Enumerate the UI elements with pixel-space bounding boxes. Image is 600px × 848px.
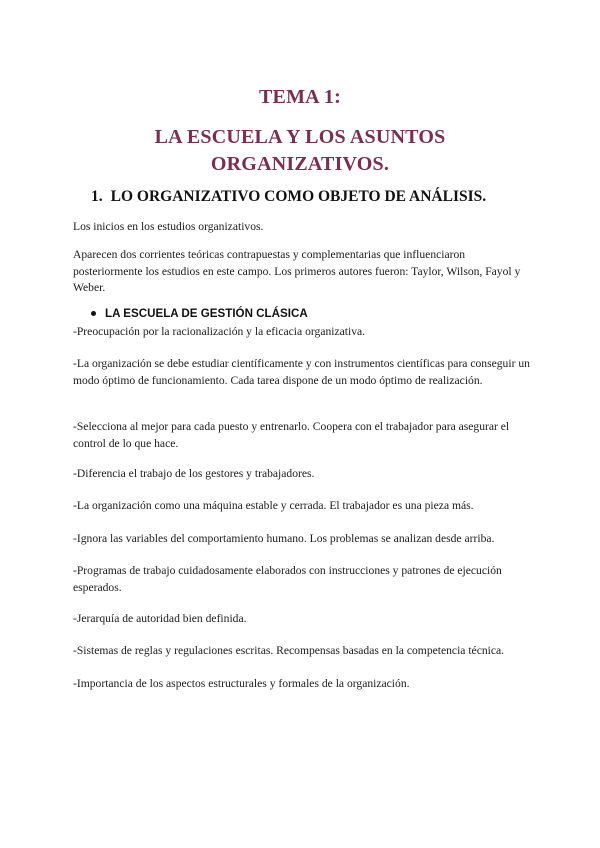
list-item: -Diferencia el trabajo de los gestores y trabajadores. [73, 467, 315, 480]
list-item: -Preocupación por la racionalización y la eficacia organizativa. [73, 325, 366, 338]
list-item: -Importancia de los aspectos estructurales y formales de la organización. [73, 677, 410, 690]
section-number: 1. [91, 188, 103, 205]
document-subtitle [0, 124, 600, 178]
bullet-heading-text: LA ESCUELA DE GESTIÓN CLÁSICA [105, 307, 308, 320]
section-title: LO ORGANIZATIVO COMO OBJETO DE ANÁLISIS. [110, 188, 487, 205]
intro-paragraph: Los inicios en los estudios organizativos. [73, 220, 264, 233]
bullet-icon [91, 311, 96, 316]
bullet-heading [91, 307, 308, 320]
list-item: -La organización como una máquina estable y cerrada. El trabajador es una pieza más. [73, 499, 474, 512]
list-item: -Programas de trabajo cuidadosamente elaborados con instrucciones y patrones de ejecución esperados. [73, 564, 502, 594]
list-item: -Selecciona al mejor para cada puesto y entrenarlo. Coopera con el trabajador para asegurar el control de lo que hace. [73, 420, 510, 450]
section-heading [91, 188, 486, 206]
document-subtitle-text: LA ESCUELA Y LOS ASUNTOS ORGANIZATIVOS. [154, 126, 446, 175]
list-item: -Jerarquía de autoridad bien definida. [73, 612, 247, 625]
list-item: -Ignora las variables del comportamiento humano. Los problemas se analizan desde arriba. [73, 532, 495, 545]
document-title: TEMA 1: [259, 86, 341, 108]
intro-paragraph: Aparecen dos corrientes teóricas contrapuestas y complementarias que influenciaron posteriormente los estudios en este campo. Los primeros autores fueron: Taylor, Wilson, Fayol y Weber. [73, 248, 521, 294]
list-item: -La organización se debe estudiar científicamente y con instrumentos científicas para conseguir un modo óptimo de funcionamiento. Cada tarea dispone de un modo óptimo de realización. [73, 357, 530, 387]
list-item: -Sistemas de reglas y regulaciones escritas. Recompensas basadas en la competencia técnica. [73, 644, 505, 657]
